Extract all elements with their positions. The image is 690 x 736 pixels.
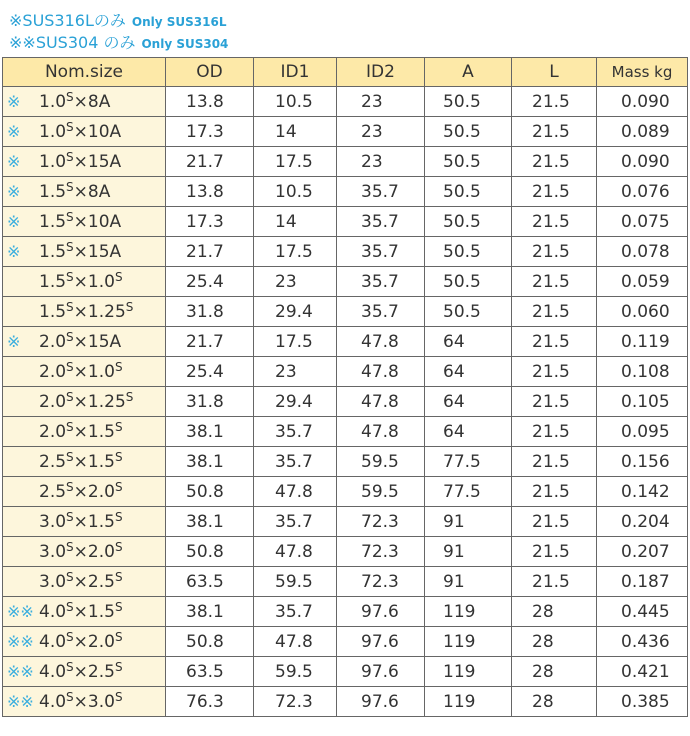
size-a: 1.5 [39, 241, 67, 262]
header-id2: ID2 [337, 58, 425, 87]
size-b-suffix: S [114, 509, 123, 524]
cell-l: 21.5 [512, 87, 597, 117]
size-a: 2.0 [39, 391, 67, 412]
table-row [3, 657, 688, 687]
table-row [3, 147, 688, 177]
cell-id1: 17.5 [254, 237, 337, 267]
note-sus316l [9, 8, 226, 31]
cell-a: 119 [425, 657, 512, 687]
cell-a: 91 [425, 537, 512, 567]
cell-id1: 47.8 [254, 537, 337, 567]
cell-l: 21.5 [512, 297, 597, 327]
cell-id2: 47.8 [337, 327, 425, 357]
size-a: 1.0 [39, 151, 67, 172]
cell-id2: 35.7 [337, 207, 425, 237]
cell-od: 21.7 [166, 327, 254, 357]
size-a: 4.0 [39, 631, 67, 652]
size-b-suffix: S [114, 629, 123, 644]
cell-nom-size [3, 87, 166, 117]
cell-id1: 47.8 [254, 477, 337, 507]
cell-a: 50.5 [425, 297, 512, 327]
cell-od: 17.3 [166, 207, 254, 237]
cell-id1: 59.5 [254, 567, 337, 597]
cell-id2: 35.7 [337, 267, 425, 297]
size-b: 15A [87, 151, 122, 172]
size-b: 2.0 [87, 481, 115, 502]
size-b: 1.25 [87, 301, 126, 322]
times-sign: × [73, 451, 88, 472]
size-b-suffix: S [114, 689, 123, 704]
cell-nom-size [3, 657, 166, 687]
cell-id2: 23 [337, 87, 425, 117]
size-a: 1.5 [39, 271, 67, 292]
cell-nom-size [3, 327, 166, 357]
size-b: 2.5 [87, 571, 115, 592]
size-a-suffix: S [66, 149, 74, 164]
cell-od: 38.1 [166, 507, 254, 537]
size-a: 3.0 [39, 541, 67, 562]
size-a-suffix: S [66, 89, 74, 104]
cell-id2: 23 [337, 117, 425, 147]
times-sign: × [73, 91, 88, 112]
cell-od: 63.5 [166, 657, 254, 687]
cell-l: 21.5 [512, 417, 597, 447]
size-a: 2.0 [39, 421, 67, 442]
times-sign: × [73, 241, 88, 262]
cell-id2: 97.6 [337, 657, 425, 687]
size-b: 2.5 [87, 661, 115, 682]
cell-id2: 97.6 [337, 597, 425, 627]
cell-nom-size [3, 297, 166, 327]
note-mark: ※ [7, 181, 21, 201]
size-b: 10A [87, 121, 122, 142]
times-sign: × [73, 481, 88, 502]
size-a: 1.5 [39, 181, 67, 202]
cell-nom-size [3, 117, 166, 147]
size-b: 15A [87, 241, 122, 262]
table-row [3, 687, 688, 717]
times-sign: × [73, 271, 88, 292]
cell-od: 13.8 [166, 87, 254, 117]
size-a: 1.0 [39, 91, 67, 112]
note-mark: ※ [7, 211, 21, 231]
size-a-suffix: S [66, 269, 74, 284]
size-b: 1.25 [87, 391, 126, 412]
cell-mass: 0.119 [597, 327, 688, 357]
size-a: 3.0 [39, 571, 67, 592]
size-b: 2.0 [87, 541, 115, 562]
cell-a: 50.5 [425, 177, 512, 207]
size-a: 2.0 [39, 331, 67, 352]
cell-l: 28 [512, 597, 597, 627]
size-b: 2.0 [87, 631, 115, 652]
size-table [2, 57, 688, 717]
header-od: OD [166, 58, 254, 87]
cell-id2: 47.8 [337, 417, 425, 447]
size-a: 4.0 [39, 661, 67, 682]
cell-nom-size [3, 207, 166, 237]
table-body [3, 87, 688, 717]
size-a: 2.5 [39, 451, 67, 472]
size-a-suffix: S [66, 209, 74, 224]
cell-id2: 35.7 [337, 297, 425, 327]
cell-l: 21.5 [512, 507, 597, 537]
table-row [3, 357, 688, 387]
size-a-suffix: S [66, 509, 74, 524]
cell-nom-size [3, 357, 166, 387]
size-b-suffix: S [125, 389, 134, 404]
size-b: 8A [87, 181, 111, 202]
cell-a: 77.5 [425, 477, 512, 507]
size-a-suffix: S [66, 539, 74, 554]
size-a: 1.5 [39, 301, 67, 322]
cell-id1: 29.4 [254, 387, 337, 417]
cell-nom-size [3, 567, 166, 597]
note-mark: ※ [7, 151, 21, 171]
cell-a: 119 [425, 687, 512, 717]
note-mark: ※※ [7, 631, 34, 651]
cell-mass: 0.156 [597, 447, 688, 477]
times-sign: × [73, 541, 88, 562]
cell-od: 38.1 [166, 597, 254, 627]
cell-id2: 97.6 [337, 627, 425, 657]
cell-mass: 0.187 [597, 567, 688, 597]
cell-nom-size [3, 627, 166, 657]
size-b-suffix: S [114, 539, 123, 554]
cell-l: 21.5 [512, 357, 597, 387]
size-b-suffix: S [114, 599, 123, 614]
size-a-suffix: S [66, 299, 74, 314]
cell-id2: 72.3 [337, 537, 425, 567]
header-nom-size: Nom.size [3, 58, 166, 87]
cell-od: 50.8 [166, 627, 254, 657]
note-sus316l-jp: ※SUS316Lのみ [9, 11, 126, 30]
table-row [3, 477, 688, 507]
cell-l: 28 [512, 627, 597, 657]
table-row [3, 207, 688, 237]
note-mark: ※ [7, 121, 21, 141]
size-b: 1.0 [87, 271, 115, 292]
times-sign: × [73, 361, 88, 382]
cell-id1: 59.5 [254, 657, 337, 687]
table-row [3, 117, 688, 147]
table-row [3, 87, 688, 117]
header-l: L [512, 58, 597, 87]
cell-id2: 23 [337, 147, 425, 177]
times-sign: × [73, 631, 88, 652]
cell-id1: 47.8 [254, 627, 337, 657]
cell-a: 119 [425, 597, 512, 627]
table-row [3, 597, 688, 627]
cell-a: 77.5 [425, 447, 512, 477]
table-row [3, 507, 688, 537]
cell-a: 91 [425, 507, 512, 537]
size-b-suffix: S [114, 269, 123, 284]
note-mark: ※ [7, 331, 21, 351]
cell-od: 38.1 [166, 417, 254, 447]
table-row [3, 447, 688, 477]
cell-id2: 72.3 [337, 507, 425, 537]
cell-l: 21.5 [512, 327, 597, 357]
cell-od: 50.8 [166, 477, 254, 507]
cell-l: 21.5 [512, 537, 597, 567]
cell-id2: 47.8 [337, 357, 425, 387]
cell-nom-size [3, 177, 166, 207]
cell-id1: 35.7 [254, 417, 337, 447]
times-sign: × [73, 511, 88, 532]
cell-a: 91 [425, 567, 512, 597]
cell-a: 50.5 [425, 207, 512, 237]
cell-od: 21.7 [166, 147, 254, 177]
cell-nom-size [3, 237, 166, 267]
cell-od: 31.8 [166, 297, 254, 327]
cell-id2: 35.7 [337, 237, 425, 267]
times-sign: × [73, 301, 88, 322]
cell-od: 25.4 [166, 357, 254, 387]
material-notes [0, 0, 690, 54]
cell-od: 21.7 [166, 237, 254, 267]
cell-id1: 14 [254, 207, 337, 237]
cell-mass: 0.207 [597, 537, 688, 567]
cell-l: 28 [512, 657, 597, 687]
note-mark: ※※ [7, 691, 34, 711]
table-row [3, 537, 688, 567]
cell-id2: 35.7 [337, 177, 425, 207]
cell-nom-size [3, 537, 166, 567]
cell-od: 76.3 [166, 687, 254, 717]
size-b-suffix: S [114, 479, 123, 494]
size-a: 3.0 [39, 511, 67, 532]
times-sign: × [73, 691, 88, 712]
cell-a: 50.5 [425, 117, 512, 147]
header-mass: Mass kg [597, 58, 688, 87]
cell-mass: 0.445 [597, 597, 688, 627]
cell-l: 21.5 [512, 177, 597, 207]
note-mark: ※※ [7, 601, 34, 621]
cell-id2: 72.3 [337, 567, 425, 597]
cell-a: 64 [425, 357, 512, 387]
cell-od: 25.4 [166, 267, 254, 297]
cell-id1: 17.5 [254, 147, 337, 177]
cell-id2: 47.8 [337, 387, 425, 417]
cell-id2: 59.5 [337, 447, 425, 477]
times-sign: × [73, 661, 88, 682]
cell-l: 21.5 [512, 237, 597, 267]
table-row [3, 297, 688, 327]
cell-id1: 35.7 [254, 447, 337, 477]
cell-a: 50.5 [425, 147, 512, 177]
cell-nom-size [3, 687, 166, 717]
cell-id2: 59.5 [337, 477, 425, 507]
cell-mass: 0.076 [597, 177, 688, 207]
cell-mass: 0.108 [597, 357, 688, 387]
size-a: 1.5 [39, 211, 67, 232]
cell-mass: 0.095 [597, 417, 688, 447]
size-a-suffix: S [66, 449, 74, 464]
cell-a: 64 [425, 417, 512, 447]
cell-id1: 10.5 [254, 177, 337, 207]
note-mark: ※ [7, 91, 21, 111]
size-a-suffix: S [66, 389, 74, 404]
cell-id1: 35.7 [254, 597, 337, 627]
size-b: 15A [87, 331, 122, 352]
size-a: 4.0 [39, 601, 67, 622]
cell-mass: 0.089 [597, 117, 688, 147]
size-a: 2.0 [39, 361, 67, 382]
table-row [3, 417, 688, 447]
size-b-suffix: S [114, 569, 123, 584]
size-a-suffix: S [66, 239, 74, 254]
cell-l: 21.5 [512, 207, 597, 237]
cell-l: 21.5 [512, 387, 597, 417]
cell-l: 21.5 [512, 477, 597, 507]
size-a-suffix: S [66, 659, 74, 674]
cell-mass: 0.142 [597, 477, 688, 507]
table-row [3, 267, 688, 297]
table-row [3, 387, 688, 417]
cell-nom-size [3, 417, 166, 447]
size-b: 1.5 [87, 421, 115, 442]
size-a-suffix: S [66, 569, 74, 584]
size-b: 1.0 [87, 361, 115, 382]
size-b: 1.5 [87, 451, 115, 472]
size-a: 1.0 [39, 121, 67, 142]
cell-mass: 0.060 [597, 297, 688, 327]
note-mark: ※ [7, 241, 21, 261]
cell-mass: 0.075 [597, 207, 688, 237]
times-sign: × [73, 421, 88, 442]
times-sign: × [73, 211, 88, 232]
cell-l: 21.5 [512, 447, 597, 477]
size-b: 3.0 [87, 691, 115, 712]
cell-id1: 17.5 [254, 327, 337, 357]
note-sus304 [9, 30, 228, 53]
cell-od: 31.8 [166, 387, 254, 417]
cell-mass: 0.385 [597, 687, 688, 717]
size-b-suffix: S [114, 359, 123, 374]
cell-od: 38.1 [166, 447, 254, 477]
cell-nom-size [3, 267, 166, 297]
size-a-suffix: S [66, 479, 74, 494]
size-b: 8A [87, 91, 111, 112]
cell-od: 50.8 [166, 537, 254, 567]
size-b-suffix: S [114, 449, 123, 464]
cell-od: 13.8 [166, 177, 254, 207]
cell-id1: 23 [254, 267, 337, 297]
times-sign: × [73, 331, 88, 352]
table-row [3, 567, 688, 597]
cell-id2: 97.6 [337, 687, 425, 717]
table-header-row [3, 58, 688, 87]
cell-mass: 0.436 [597, 627, 688, 657]
cell-l: 21.5 [512, 117, 597, 147]
cell-id1: 29.4 [254, 297, 337, 327]
cell-nom-size [3, 447, 166, 477]
cell-mass: 0.059 [597, 267, 688, 297]
times-sign: × [73, 151, 88, 172]
size-a-suffix: S [66, 419, 74, 434]
cell-mass: 0.090 [597, 147, 688, 177]
cell-l: 21.5 [512, 267, 597, 297]
note-sus304-en: Only SUS304 [141, 37, 229, 51]
cell-nom-size [3, 147, 166, 177]
times-sign: × [73, 181, 88, 202]
cell-id1: 23 [254, 357, 337, 387]
table-row [3, 327, 688, 357]
size-b-suffix: S [125, 299, 134, 314]
header-a: A [425, 58, 512, 87]
cell-a: 50.5 [425, 237, 512, 267]
cell-mass: 0.105 [597, 387, 688, 417]
note-sus316l-en: Only SUS316L [131, 15, 227, 29]
table-row [3, 177, 688, 207]
cell-mass: 0.090 [597, 87, 688, 117]
table-row [3, 627, 688, 657]
size-a-suffix: S [66, 599, 74, 614]
cell-nom-size [3, 387, 166, 417]
cell-a: 64 [425, 387, 512, 417]
size-a-suffix: S [66, 629, 74, 644]
size-a-suffix: S [66, 359, 74, 374]
cell-l: 28 [512, 687, 597, 717]
cell-mass: 0.078 [597, 237, 688, 267]
cell-id1: 10.5 [254, 87, 337, 117]
cell-l: 21.5 [512, 567, 597, 597]
cell-id1: 72.3 [254, 687, 337, 717]
cell-mass: 0.421 [597, 657, 688, 687]
cell-id1: 35.7 [254, 507, 337, 537]
cell-a: 50.5 [425, 87, 512, 117]
times-sign: × [73, 391, 88, 412]
cell-l: 21.5 [512, 147, 597, 177]
size-a-suffix: S [66, 179, 74, 194]
size-b: 1.5 [87, 511, 115, 532]
size-a-suffix: S [66, 119, 74, 134]
cell-a: 64 [425, 327, 512, 357]
size-a-suffix: S [66, 329, 74, 344]
size-a: 4.0 [39, 691, 67, 712]
size-b: 1.5 [87, 601, 115, 622]
size-b-suffix: S [114, 659, 123, 674]
table-row [3, 237, 688, 267]
cell-a: 119 [425, 627, 512, 657]
cell-nom-size [3, 477, 166, 507]
times-sign: × [73, 571, 88, 592]
cell-id1: 14 [254, 117, 337, 147]
cell-od: 63.5 [166, 567, 254, 597]
cell-a: 50.5 [425, 267, 512, 297]
size-b-suffix: S [114, 419, 123, 434]
size-b: 10A [87, 211, 122, 232]
size-a: 2.5 [39, 481, 67, 502]
times-sign: × [73, 121, 88, 142]
note-sus304-jp: ※※SUS304 のみ [9, 33, 136, 52]
cell-od: 17.3 [166, 117, 254, 147]
cell-nom-size [3, 597, 166, 627]
header-id1: ID1 [254, 58, 337, 87]
cell-nom-size [3, 507, 166, 537]
note-mark: ※※ [7, 661, 34, 681]
times-sign: × [73, 601, 88, 622]
size-a-suffix: S [66, 689, 74, 704]
cell-mass: 0.204 [597, 507, 688, 537]
